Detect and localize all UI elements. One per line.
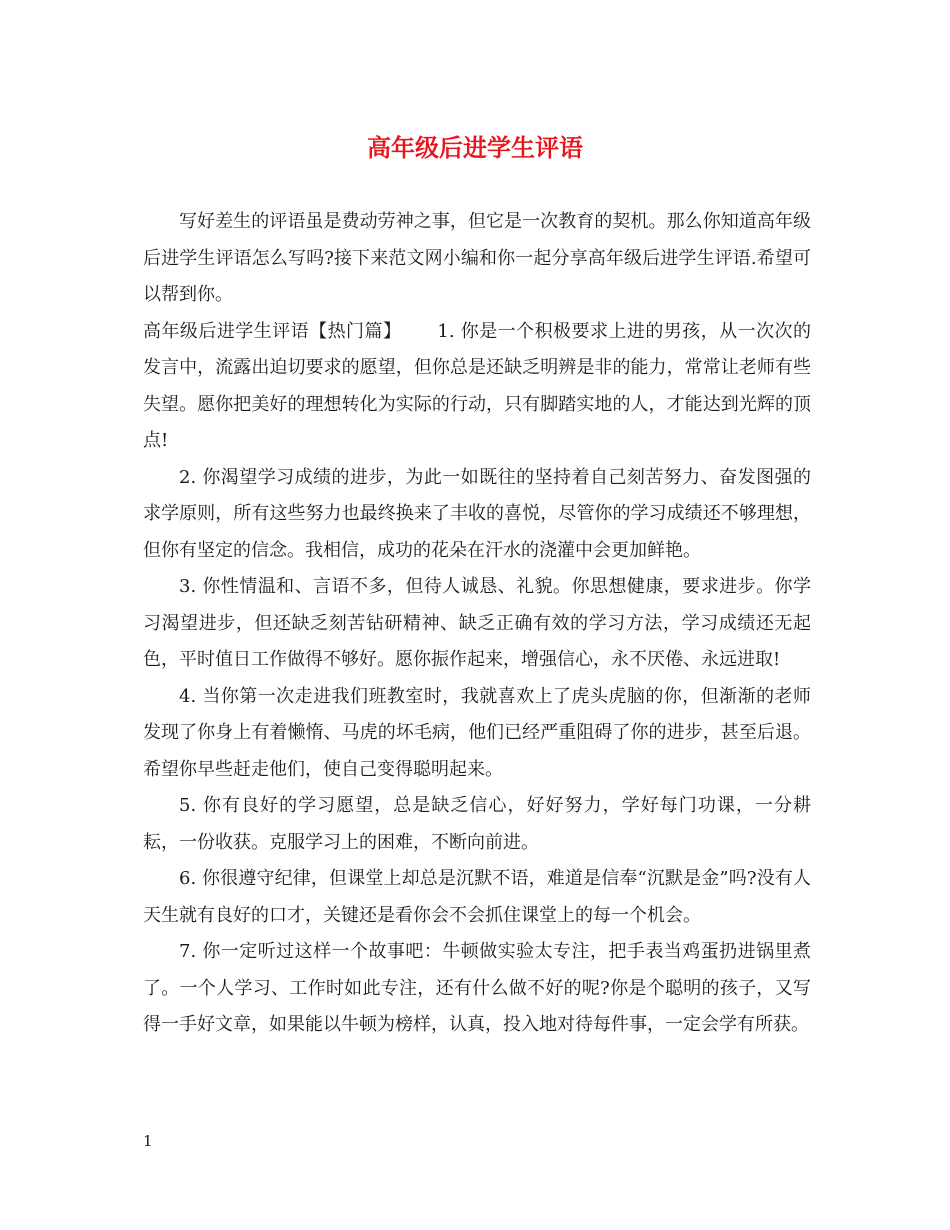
document-body [143,204,811,1044]
document-title: 高年级后进学生评语 [367,133,583,162]
comment-item-1: 1. 你是一个积极要求上进的男孩，从一次次的发言中，流露出迫切要求的愿望，但你总是还缺乏明辨是非的能力，常常让老师有些失望。愿你把美好的理想转化为实际的行动，只有脚踏实地的人，才能达到光辉的顶点! [143,320,811,451]
section-first-paragraph [143,314,811,460]
comment-item-3: 3. 你性情温和、言语不多，但待人诚恳、礼貌。你思想健康，要求进步。你学习渴望进步，但还缺乏刻苦钻研精神、缺乏正确有效的学习方法，学习成绩还无起色，平时值日工作做得不够好。愿你振作起来，增强信心，永不厌倦、永远进取! [143,576,811,670]
comment-item-7: 7. 你一定听过这样一个故事吧：牛顿做实验太专注，把手表当鸡蛋扔进锅里煮了。一个人学习、工作时如此专注，还有什么做不好的呢?你是个聪明的孩子，又写得一手好文章，如果能以牛顿为榜样，认真，投入地对待每件事，一定会学有所获。 [143,941,811,1035]
comment-item-5: 5. 你有良好的学习愿望，总是缺乏信心，好好努力，学好每门功课，一分耕耘，一份收获。克服学习上的困难，不断向前进。 [143,795,811,853]
comment-item-6: 6. 你很遵守纪律，但课堂上却总是沉默不语，难道是信奉“沉默是金”吗?没有人天生就有良好的口才，关键还是看你会不会抓住课堂上的每一个机会。 [143,868,811,926]
comment-item-2: 2. 你渴望学习成绩的进步，为此一如既往的坚持着自己刻苦努力、奋发图强的求学原则，所有这些努力也最终换来了丰收的喜悦，尽管你的学习成绩还不够理想，但你有坚定的信念。我相信，成功的花朵在汗水的浇灌中会更加鲜艳。 [143,466,811,561]
comment-item-4: 4. 当你第一次走进我们班教室时，我就喜欢上了虎头虎脑的你，但渐渐的老师发现了你身上有着懒惰、马虎的坏毛病，他们已经严重阻碍了你的进步，甚至后退。希望你早些赶走他们，使自己变得聪明起来。 [143,685,811,780]
intro-paragraph: 写好差生的评语虽是费动劳神之事，但它是一次教育的契机。那么你知道高年级后进学生评语怎么写吗?接下来范文网小编和你一起分享高年级后进学生评语.希望可以帮到你。 [143,211,811,305]
page-number: 1 [143,1132,153,1150]
section-heading: 高年级后进学生评语【热门篇】 [143,320,402,342]
